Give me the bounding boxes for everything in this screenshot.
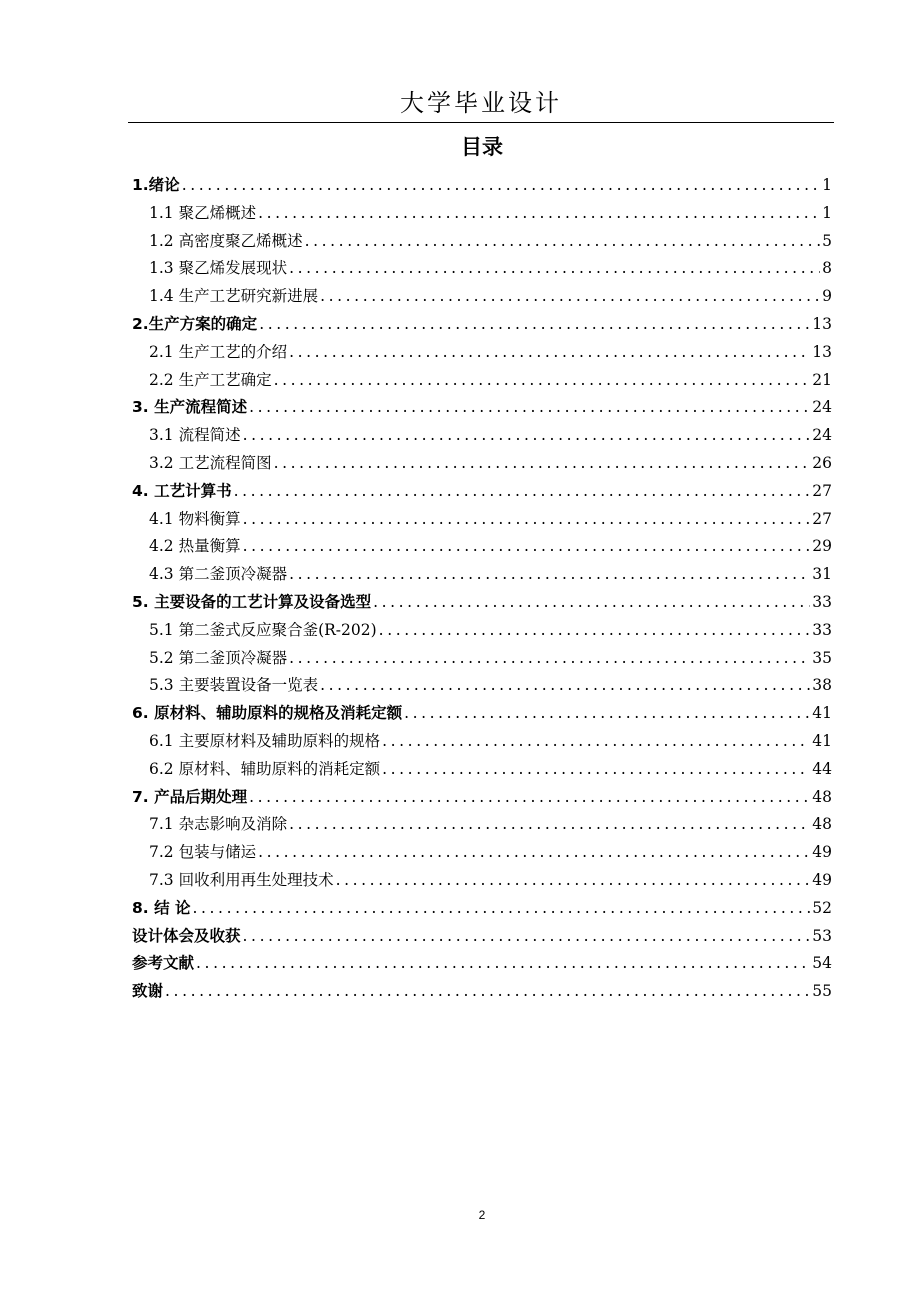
toc-entry[interactable] <box>132 479 832 507</box>
toc-entry[interactable] <box>132 757 832 785</box>
toc-entry[interactable] <box>132 840 832 868</box>
toc-entry-page: 27 <box>812 509 832 528</box>
toc-dot-leader <box>320 676 810 694</box>
toc-dot-leader <box>289 565 810 583</box>
toc-entry-page: 33 <box>812 620 832 639</box>
toc-entry-page: 48 <box>812 815 832 834</box>
toc-dot-leader <box>249 788 810 806</box>
toc-entry[interactable] <box>132 896 832 924</box>
toc-entry-page: 41 <box>812 731 832 750</box>
toc-dot-leader <box>196 954 810 972</box>
toc-entry[interactable] <box>132 423 832 451</box>
toc-entry[interactable] <box>132 312 832 340</box>
toc-entry-page: 49 <box>812 843 832 862</box>
toc-entry[interactable] <box>132 173 832 201</box>
toc-entry-label: 4. 工艺计算书 <box>132 481 232 500</box>
toc-entry[interactable] <box>132 534 832 562</box>
toc-entry-page: 41 <box>812 704 832 723</box>
toc-entry[interactable] <box>132 951 832 979</box>
table-of-contents <box>132 173 832 1007</box>
toc-entry-page: 24 <box>812 398 832 417</box>
toc-entry[interactable] <box>132 340 832 368</box>
toc-entry-label: 5.2 第二釜顶冷凝器 <box>149 648 288 667</box>
toc-entry-label: 4.3 第二釜顶冷凝器 <box>149 565 288 584</box>
toc-entry-label: 6.2 原材料、辅助原料的消耗定额 <box>149 759 381 778</box>
toc-entry[interactable] <box>132 868 832 896</box>
toc-dot-leader <box>379 621 811 639</box>
toc-entry-page: 21 <box>812 370 832 389</box>
toc-entry-label: 7.3 回收利用再生处理技术 <box>149 870 334 889</box>
toc-entry-page: 53 <box>812 926 832 945</box>
toc-entry-label: 3. 生产流程简述 <box>132 398 248 417</box>
toc-entry-page: 49 <box>812 870 832 889</box>
toc-dot-leader <box>192 899 810 917</box>
toc-entry[interactable] <box>132 673 832 701</box>
toc-dot-leader <box>243 426 811 444</box>
toc-dot-leader <box>182 176 820 194</box>
toc-entry-label: 6.1 主要原材料及辅助原料的规格 <box>149 731 381 750</box>
toc-entry[interactable] <box>132 701 832 729</box>
toc-entry-label: 1.2 高密度聚乙烯概述 <box>149 231 303 250</box>
toc-entry[interactable] <box>132 590 832 618</box>
toc-entry-page: 29 <box>812 537 832 556</box>
toc-entry[interactable] <box>132 812 832 840</box>
toc-entry-label: 致谢 <box>132 982 164 1001</box>
toc-entry-page: 13 <box>812 342 832 361</box>
toc-entry-page: 35 <box>812 648 832 667</box>
toc-entry[interactable] <box>132 284 832 312</box>
toc-dot-leader <box>289 815 810 833</box>
toc-entry-page: 8 <box>822 259 832 278</box>
toc-entry[interactable] <box>132 924 832 952</box>
toc-entry-page: 48 <box>812 787 832 806</box>
toc-dot-leader <box>320 287 820 305</box>
toc-dot-leader <box>382 760 810 778</box>
toc-entry-page: 44 <box>812 759 832 778</box>
toc-dot-leader <box>305 232 821 250</box>
toc-entry-page: 5 <box>822 231 832 250</box>
toc-dot-leader <box>165 982 810 1000</box>
toc-dot-leader <box>258 843 810 861</box>
toc-entry[interactable] <box>132 201 832 229</box>
toc-entry-page: 54 <box>812 954 832 973</box>
toc-entry-label: 7.2 包装与储运 <box>149 843 257 862</box>
toc-entry-page: 1 <box>822 176 832 194</box>
toc-entry[interactable] <box>132 256 832 284</box>
toc-entry-label: 参考文献 <box>132 954 195 973</box>
toc-entry-label: 4.2 热量衡算 <box>149 537 241 556</box>
toc-entry-label: 5. 主要设备的工艺计算及设备选型 <box>132 592 372 611</box>
toc-dot-leader <box>259 315 810 333</box>
toc-entry-label: 设计体会及收获 <box>132 926 241 945</box>
toc-entry[interactable] <box>132 368 832 396</box>
toc-dot-leader <box>234 482 811 500</box>
toc-entry-page: 55 <box>812 982 832 1001</box>
toc-entry-label: 6. 原材料、辅助原料的规格及消耗定额 <box>132 704 403 723</box>
toc-entry[interactable] <box>132 507 832 535</box>
toc-entry-page: 27 <box>812 481 832 500</box>
toc-dot-leader <box>382 732 810 750</box>
toc-entry-label: 8. 结 论 <box>132 898 191 917</box>
toc-entry-label: 5.3 主要装置设备一览表 <box>149 676 319 695</box>
toc-entry-label: 2.2 生产工艺确定 <box>149 370 272 389</box>
toc-entry[interactable] <box>132 562 832 590</box>
toc-entry[interactable] <box>132 229 832 257</box>
toc-entry-label: 3.2 工艺流程简图 <box>149 453 272 472</box>
header-title: 大学毕业设计 <box>400 89 562 117</box>
toc-entry-label: 5.1 第二釜式反应聚合釜(R-202) <box>149 620 377 639</box>
toc-entry-page: 52 <box>812 898 832 917</box>
toc-entry[interactable] <box>132 451 832 479</box>
toc-entry-page: 26 <box>812 453 832 472</box>
toc-dot-leader <box>373 593 810 611</box>
toc-dot-leader <box>249 398 810 416</box>
toc-entry-label: 3.1 流程简述 <box>149 426 241 445</box>
toc-dot-leader <box>243 537 811 555</box>
toc-entry[interactable] <box>132 979 832 1007</box>
toc-entry-label: 2.生产方案的确定 <box>132 314 258 333</box>
toc-entry-label: 1.1 聚乙烯概述 <box>149 203 257 222</box>
toc-entry[interactable] <box>132 646 832 674</box>
toc-entry-page: 24 <box>812 426 832 445</box>
toc-dot-leader <box>289 343 810 361</box>
toc-title: 目录 <box>461 135 503 159</box>
toc-entry-label: 7. 产品后期处理 <box>132 787 248 806</box>
toc-entry[interactable] <box>132 729 832 757</box>
toc-entry-label: 1.4 生产工艺研究新进展 <box>149 287 319 306</box>
toc-dot-leader <box>258 204 820 222</box>
toc-entry-label: 4.1 物料衡算 <box>149 509 241 528</box>
toc-dot-leader <box>404 704 810 722</box>
toc-dot-leader <box>243 510 811 528</box>
page-header <box>128 86 834 123</box>
toc-dot-leader <box>274 371 811 389</box>
toc-dot-leader <box>289 259 820 277</box>
toc-entry-page: 1 <box>822 203 832 222</box>
toc-entry-page: 31 <box>812 565 832 584</box>
toc-entry-page: 33 <box>812 592 832 611</box>
page-number: 2 <box>478 1208 486 1222</box>
toc-dot-leader <box>336 871 811 889</box>
toc-entry[interactable] <box>132 785 832 813</box>
toc-dot-leader <box>274 454 811 472</box>
toc-dot-leader <box>243 927 811 945</box>
toc-entry[interactable] <box>132 395 832 423</box>
toc-entry-label: 1.绪论 <box>132 176 180 194</box>
toc-entry-label: 2.1 生产工艺的介绍 <box>149 342 288 361</box>
toc-dot-leader <box>289 649 810 667</box>
toc-entry-page: 13 <box>812 314 832 333</box>
toc-entry[interactable] <box>132 618 832 646</box>
toc-entry-label: 1.3 聚乙烯发展现状 <box>149 259 288 278</box>
toc-entry-label: 7.1 杂志影响及消除 <box>149 815 288 834</box>
toc-entry-page: 38 <box>812 676 832 695</box>
toc-entry-page: 9 <box>822 287 832 306</box>
